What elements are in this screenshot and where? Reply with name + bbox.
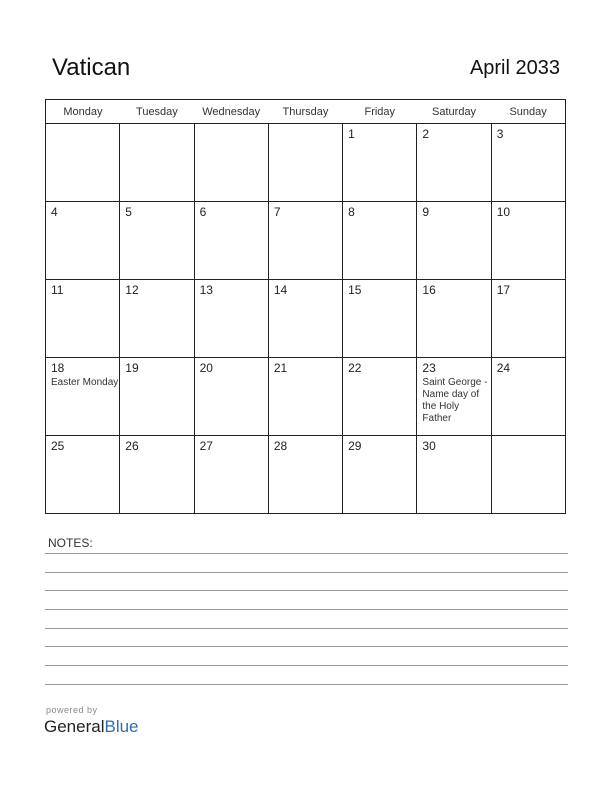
- brand-logo: [44, 717, 139, 737]
- day-cell: [268, 124, 342, 202]
- week-row-4: [46, 358, 566, 436]
- day-number: 2: [422, 127, 430, 141]
- powered-by-text: powered by: [46, 705, 98, 715]
- day-number: 11: [51, 283, 64, 297]
- day-cell: [417, 436, 491, 514]
- day-number: 10: [496, 205, 511, 219]
- brand-general-text: General: [44, 717, 105, 736]
- weekday-header-row: [46, 100, 566, 124]
- holiday-label: Saint George - Name day of the Holy Father: [422, 377, 488, 424]
- note-line: [45, 553, 568, 554]
- weekday-thursday: Thursday: [268, 100, 342, 124]
- day-number: 14: [273, 283, 288, 297]
- day-number: 3: [496, 127, 504, 141]
- day-number: 26: [125, 439, 139, 453]
- day-number: 27: [199, 439, 213, 453]
- day-cell: [268, 358, 342, 436]
- day-cell: [120, 358, 194, 436]
- note-line: [45, 609, 568, 610]
- day-number: 24: [496, 361, 511, 375]
- day-number: 12: [125, 283, 139, 297]
- day-number: 29: [348, 439, 362, 453]
- day-number: 1: [348, 127, 355, 141]
- weekday-friday: Friday: [343, 100, 417, 124]
- weekday-wednesday: Wednesday: [194, 100, 268, 124]
- note-line: [45, 684, 568, 685]
- week-row-2: [46, 202, 566, 280]
- weekday-sunday: Sunday: [491, 100, 565, 124]
- day-cell: [417, 202, 491, 280]
- day-number: 20: [199, 361, 213, 375]
- day-cell: [46, 280, 120, 358]
- day-number: 13: [199, 283, 213, 297]
- week-row-5: [46, 436, 566, 514]
- day-cell: [491, 436, 565, 514]
- day-cell: [491, 358, 565, 436]
- holiday-label: Easter Monday: [51, 377, 119, 388]
- day-cell: [194, 280, 268, 358]
- brand-blue-text: Blue: [104, 717, 139, 736]
- day-cell: [417, 358, 491, 436]
- day-number: 18: [51, 361, 65, 375]
- day-number: 17: [496, 283, 511, 297]
- day-number: 5: [125, 205, 132, 219]
- day-cell: [268, 202, 342, 280]
- calendar-grid: [45, 99, 566, 514]
- day-cell: [491, 124, 565, 202]
- day-cell: [343, 280, 417, 358]
- day-number: 6: [199, 205, 207, 219]
- note-line: [45, 646, 568, 647]
- day-number: 9: [422, 205, 430, 219]
- day-cell: [491, 280, 565, 358]
- day-cell: [120, 124, 194, 202]
- note-line: [45, 590, 568, 591]
- day-cell: [194, 436, 268, 514]
- day-cell: [194, 202, 268, 280]
- weekday-saturday: Saturday: [417, 100, 491, 124]
- day-cell: [343, 358, 417, 436]
- day-number: 8: [348, 205, 355, 219]
- note-line: [45, 665, 568, 666]
- day-cell: [417, 280, 491, 358]
- day-cell: [46, 202, 120, 280]
- weekday-tuesday: Tuesday: [120, 100, 194, 124]
- day-cell: [46, 436, 120, 514]
- day-cell: [120, 202, 194, 280]
- month-year-title: April 2033: [469, 57, 560, 79]
- day-number: 21: [273, 361, 288, 375]
- day-cell: [343, 124, 417, 202]
- weekday-monday: Monday: [46, 100, 120, 124]
- notes-label: NOTES:: [48, 536, 93, 550]
- day-cell: [268, 436, 342, 514]
- day-number: 4: [51, 205, 58, 219]
- day-cell: [194, 358, 268, 436]
- day-number: 16: [422, 283, 436, 297]
- day-number: 7: [273, 205, 281, 219]
- day-cell: [120, 280, 194, 358]
- day-number: 23: [422, 361, 436, 375]
- day-cell: [120, 436, 194, 514]
- country-title: Vatican: [52, 54, 131, 81]
- week-row-3: [46, 280, 566, 358]
- day-number: 19: [125, 361, 139, 375]
- day-cell: [194, 124, 268, 202]
- day-cell: [417, 124, 491, 202]
- day-cell: [491, 202, 565, 280]
- day-number: 15: [348, 283, 362, 297]
- day-cell: [46, 358, 120, 436]
- day-cell: [268, 280, 342, 358]
- day-cell: [343, 202, 417, 280]
- note-line: [45, 572, 568, 573]
- day-number: 28: [273, 439, 288, 453]
- day-number: 22: [348, 361, 362, 375]
- week-row-1: [46, 124, 566, 202]
- day-number: 25: [51, 439, 65, 453]
- day-cell: [343, 436, 417, 514]
- day-cell: [46, 124, 120, 202]
- note-line: [45, 628, 568, 629]
- day-number: 30: [422, 439, 436, 453]
